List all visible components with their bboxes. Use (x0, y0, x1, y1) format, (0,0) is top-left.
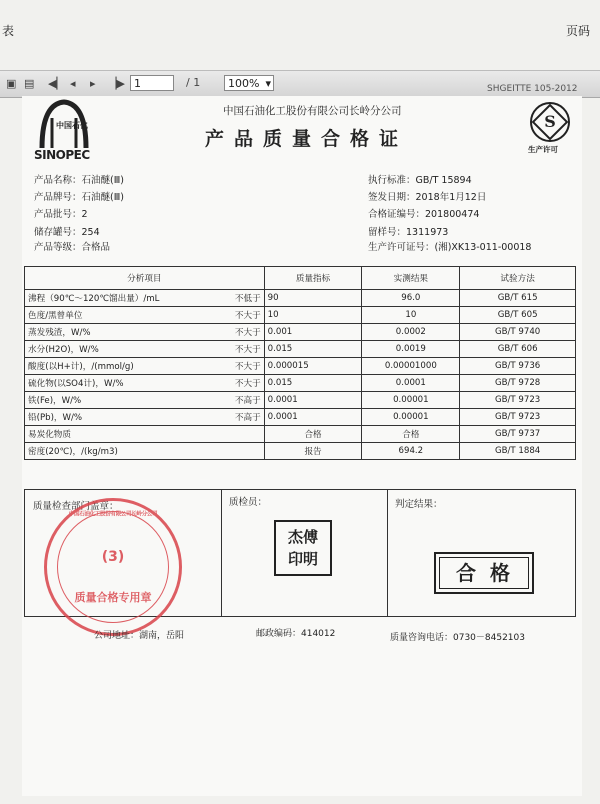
table-row (25, 443, 576, 460)
info-label: 合格证编号： (368, 209, 426, 220)
stamp-company-text: 中国石油化工股份有限公司长岭分公司 (68, 510, 158, 518)
row-spec: 10 (264, 307, 362, 324)
row-spec: 报告 (264, 443, 362, 460)
row-method: GB/T 9736 (460, 358, 576, 375)
logo-chinese-text: 中国石化 (56, 121, 88, 130)
inspector-name-stamp (274, 520, 332, 576)
info-value: 201800474 (425, 209, 480, 220)
official-red-stamp (44, 498, 182, 636)
info-value: 254 (81, 227, 100, 238)
row-spec: 0.001 (264, 324, 362, 341)
last-page-icon[interactable]: ▕▶ (108, 77, 125, 90)
page-corner-right: 页码 (566, 24, 591, 38)
row-spec: 0.015 (264, 375, 362, 392)
sinopec-logo (28, 98, 100, 164)
license-label: 生产许可 (528, 145, 558, 154)
table-row (25, 307, 576, 324)
info-value: 2018年1月12日 (415, 192, 487, 203)
row-condition (200, 443, 264, 460)
row-method: GB/T 9740 (460, 324, 576, 341)
row-spec: 90 (264, 290, 362, 307)
row-item: 蒸发残渣，W/% (25, 324, 201, 341)
row-method: GB/T 9737 (460, 426, 576, 443)
table-header-cell: 质量指标 (264, 267, 362, 290)
row-condition (200, 426, 264, 443)
row-result: 0.00001 (362, 392, 460, 409)
info-value: GB/T 15894 (415, 175, 472, 186)
row-item: 易炭化物质 (25, 426, 201, 443)
info-value: 合格品 (81, 242, 111, 253)
verdict-text: 合格 (439, 557, 529, 589)
info-label: 产品牌号： (34, 192, 82, 203)
row-item: 水分(H2O)，W/% (25, 341, 201, 358)
row-item: 铅(Pb)，W/% (25, 409, 201, 426)
postal-code: 邮政编码：414012 (256, 629, 336, 639)
row-spec: 合格 (264, 426, 362, 443)
row-item: 密度(20℃)，/(kg/m3) (25, 443, 201, 460)
row-result: 合格 (362, 426, 460, 443)
info-label: 产品名称： (34, 175, 82, 186)
quality-hotline: 质量咨询电话：0730－8452103 (390, 633, 525, 643)
table-row (25, 426, 576, 443)
logo-english-text: SINOPEC (34, 148, 90, 162)
row-result: 694.2 (362, 443, 460, 460)
document-title: 产品质量合格证 (205, 128, 409, 150)
info-value: (湘)XK13-011-00018 (434, 242, 532, 253)
quality-table (24, 266, 576, 460)
info-label: 留样号： (368, 227, 407, 238)
row-condition: 不低于 (200, 290, 264, 307)
row-method: GB/T 9728 (460, 375, 576, 392)
table-header-cell: 试验方法 (460, 267, 576, 290)
row-spec: 0.000015 (264, 358, 362, 375)
info-value: 2 (81, 209, 88, 220)
stamp-char: 杰 (287, 528, 303, 546)
verdict-label: 判定结果： (395, 499, 443, 510)
save-icon[interactable]: ▣ (6, 77, 17, 90)
row-condition: 不高于 (200, 409, 264, 426)
row-result: 0.0019 (362, 341, 460, 358)
page-corner-left: 表 (2, 24, 15, 38)
company-address: 公司地址：湖南，岳阳 (94, 631, 185, 641)
table-header-cell: 分析项目 (25, 267, 265, 290)
stamp-number: (3) (101, 549, 125, 565)
row-spec: 0.0001 (264, 409, 362, 426)
row-method: GB/T 9723 (460, 392, 576, 409)
info-value: 石油醚(Ⅲ) (81, 192, 124, 203)
row-spec: 0.0001 (264, 392, 362, 409)
row-result: 0.0002 (362, 324, 460, 341)
chevron-down-icon[interactable]: ▾ (265, 77, 271, 90)
info-label: 生产许可证号： (368, 242, 435, 253)
row-method: GB/T 605 (460, 307, 576, 324)
table-header-cell: 实测结果 (362, 267, 460, 290)
next-page-icon[interactable]: ▸ (90, 77, 96, 90)
info-label: 签发日期： (368, 192, 416, 203)
stamp-char: 印 (287, 550, 303, 568)
info-label: 储存罐号： (34, 227, 82, 238)
row-item: 酸度(以H+计)，/(mmol/g) (25, 358, 201, 375)
row-item: 硫化物(以SO4计)，W/% (25, 375, 201, 392)
row-condition: 不大于 (200, 307, 264, 324)
table-row (25, 341, 576, 358)
table-row (25, 409, 576, 426)
row-condition: 不大于 (200, 341, 264, 358)
row-condition: 不大于 (200, 375, 264, 392)
zoom-value: 100% (228, 77, 260, 90)
table-row (25, 358, 576, 375)
row-method: GB/T 615 (460, 290, 576, 307)
inspector-label: 质检员： (229, 497, 268, 508)
row-condition: 不大于 (200, 358, 264, 375)
first-page-icon[interactable]: ◀▏ (48, 77, 65, 90)
row-item: 沸程（90℃～120℃馏出量）/mL (25, 290, 201, 307)
table-row (25, 392, 576, 409)
table-header-row (25, 267, 576, 290)
zoom-select[interactable] (224, 75, 274, 91)
info-label: 产品批号： (34, 209, 82, 220)
table-row (25, 324, 576, 341)
info-label: 执行标准： (368, 175, 416, 186)
page-total: / 1 (186, 76, 201, 89)
print-icon[interactable]: ▤ (24, 77, 35, 90)
info-label: 产品等级： (34, 242, 82, 253)
row-condition: 不大于 (200, 324, 264, 341)
row-spec: 0.015 (264, 341, 362, 358)
info-value: 石油醚(Ⅲ) (81, 175, 124, 186)
row-result: 0.00001000 (362, 358, 460, 375)
row-method: GB/T 9723 (460, 409, 576, 426)
table-row (25, 375, 576, 392)
stamp-char: 傅 (303, 528, 319, 546)
row-result: 96.0 (362, 290, 460, 307)
row-item: 色度/黑曾单位 (25, 307, 201, 324)
row-result: 0.00001 (362, 409, 460, 426)
license-mark (526, 102, 576, 156)
seal-label: 质量检查部门盖章： (33, 501, 119, 512)
prev-page-icon[interactable]: ◂ (70, 77, 76, 90)
table-row (25, 290, 576, 307)
stamp-purpose-text: 质量合格专用章 (74, 591, 152, 604)
row-method: GB/T 1884 (460, 443, 576, 460)
info-value: 1311973 (406, 227, 449, 238)
license-s-icon: S (544, 112, 556, 131)
row-item: 铁(Fe)，W/% (25, 392, 201, 409)
row-condition: 不高于 (200, 392, 264, 409)
row-result: 0.0001 (362, 375, 460, 392)
stamp-char: 明 (303, 550, 319, 568)
row-method: GB/T 606 (460, 341, 576, 358)
page-number-input[interactable]: 1 (130, 75, 174, 91)
company-name: 中国石油化工股份有限公司长岭分公司 (223, 105, 402, 117)
row-result: 10 (362, 307, 460, 324)
pass-verdict-stamp (434, 552, 534, 594)
standard-code-top: SHGEITTE 105-2012 (487, 84, 578, 94)
